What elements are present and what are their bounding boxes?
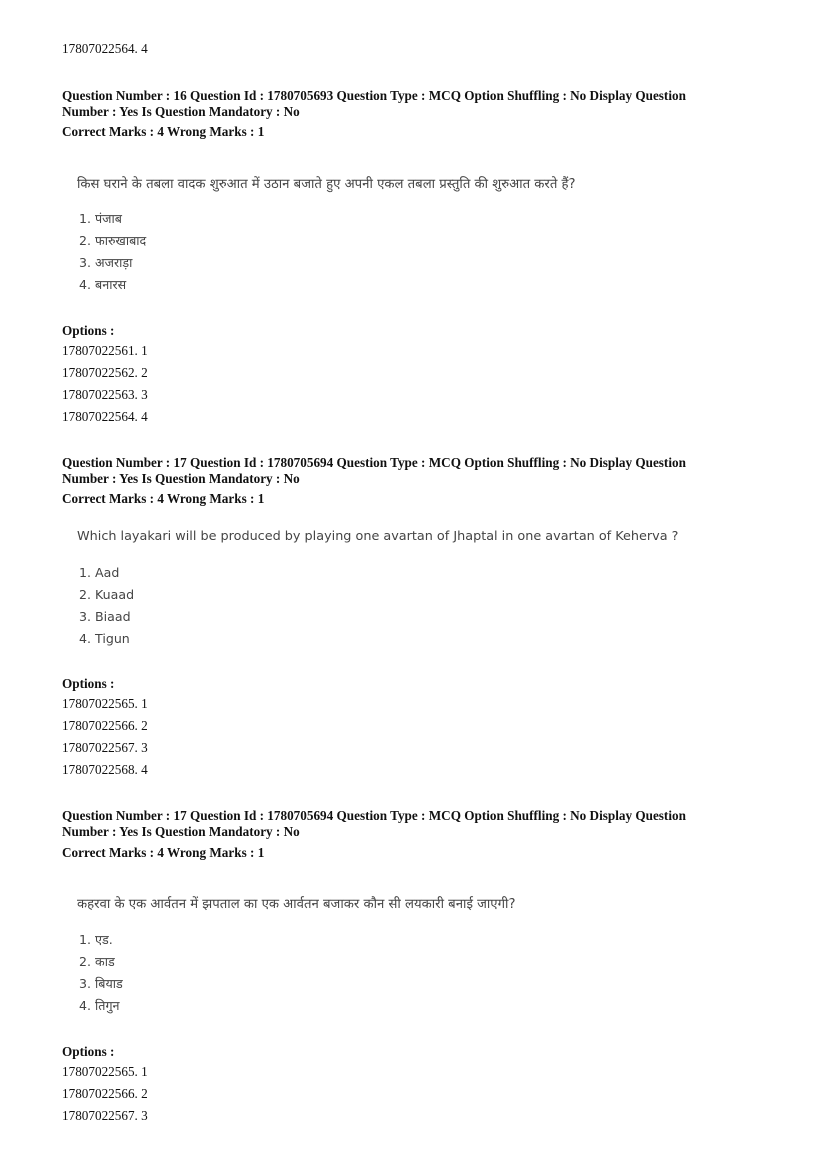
option-line: 17807022561. 1 [62,343,148,358]
options-label: Options : [62,1044,115,1059]
option-line: 17807022566. 2 [62,718,148,733]
question-text: किस घराने के तबला वादक शुरुआत में उठान बजाते हुए अपनी एकल तबला प्रस्तुति की शुरुआत करते हैं? [77,177,576,192]
choice-item: 1. एड. [79,932,113,947]
question-header-cont: Number : Yes Is Question Mandatory : No [62,104,300,119]
choice-item: 4. बनारस [79,277,127,292]
option-line: 17807022565. 1 [62,696,148,711]
choice-item: 4. तिगुन [79,998,120,1013]
option-line: 17807022566. 2 [62,1086,148,1101]
choice-item: 1. Aad [79,565,120,580]
question-header: Question Number : 17 Question Id : 1780705694 Question Type : MCQ Option Shuffling : No Display Question [62,455,686,470]
question-text: Which layakari will be produced by playing one avartan of Jhaptal in one avartan of Keherva ? [77,529,679,544]
option-line: 17807022564. 4 [62,409,148,424]
marks-line: Correct Marks : 4 Wrong Marks : 1 [62,124,265,139]
option-line: 17807022564. 4 [62,41,148,56]
question-header: Question Number : 17 Question Id : 1780705694 Question Type : MCQ Option Shuffling : No Display Question [62,808,686,823]
choice-item: 3. बियाड [79,976,123,991]
option-line: 17807022563. 3 [62,387,148,402]
options-label: Options : [62,323,115,338]
choice-item: 2. Kuaad [79,587,135,602]
choice-item: 3. Biaad [79,609,131,624]
marks-line: Correct Marks : 4 Wrong Marks : 1 [62,845,265,860]
choice-item: 4. Tigun [79,631,130,646]
option-line: 17807022568. 4 [62,762,148,777]
option-line: 17807022567. 3 [62,740,148,755]
question-header-cont: Number : Yes Is Question Mandatory : No [62,824,300,839]
question-text: कहरवा के एक आर्वतन में झपताल का एक आर्वतन बजाकर कौन सी लयकारी बनाई जाएगी? [77,897,516,912]
question-header-cont: Number : Yes Is Question Mandatory : No [62,471,300,486]
option-line: 17807022565. 1 [62,1064,148,1079]
choice-item: 2. काड [79,954,115,969]
marks-line: Correct Marks : 4 Wrong Marks : 1 [62,491,265,506]
options-label: Options : [62,676,115,691]
choice-item: 3. अजराड़ा [79,255,133,270]
choice-item: 1. पंजाब [79,211,122,226]
option-line: 17807022567. 3 [62,1108,148,1123]
choice-item: 2. फारुखाबाद [79,233,147,248]
option-line: 17807022562. 2 [62,365,148,380]
question-header: Question Number : 16 Question Id : 1780705693 Question Type : MCQ Option Shuffling : No Display Question [62,88,686,103]
